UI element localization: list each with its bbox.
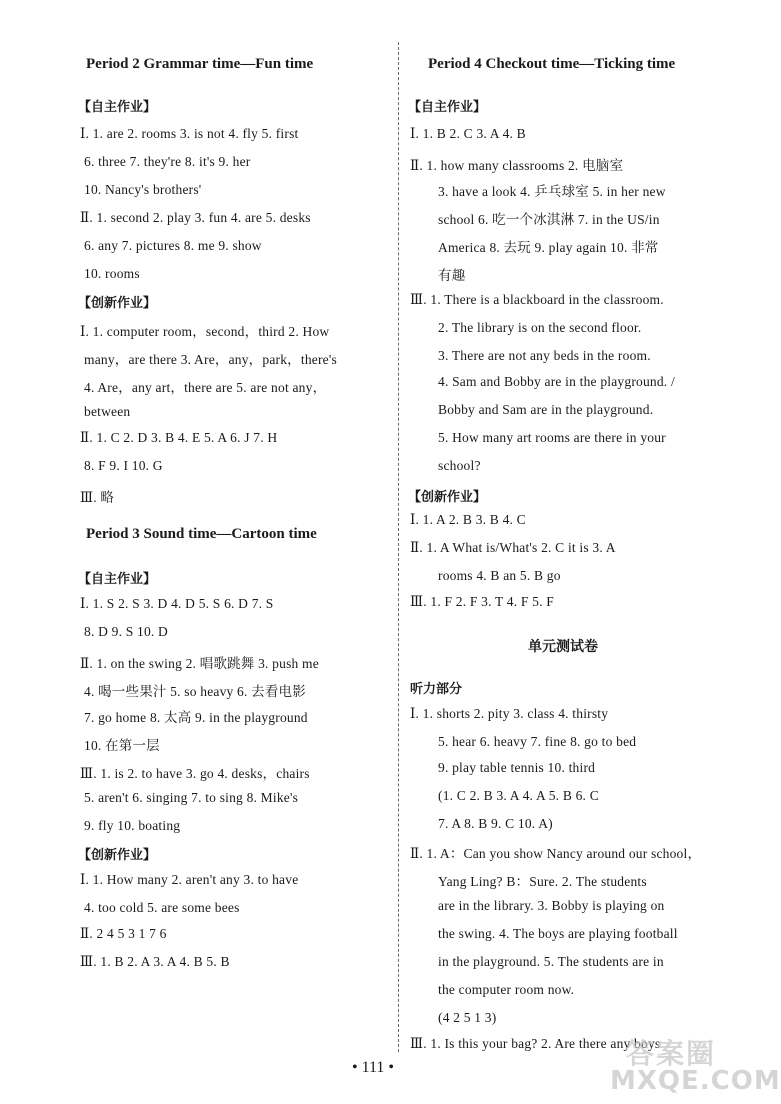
answer-line: Ⅲ. 1. is 2. to have 3. go 4. desks，chairs xyxy=(80,766,310,781)
answer-line: Ⅲ. 1. B 2. A 3. A 4. B 5. B xyxy=(80,954,230,969)
answer-line: school? xyxy=(438,458,481,473)
answer-line: Ⅲ. 略 xyxy=(80,490,115,505)
answer-line: (1. C 2. B 3. A 4. A 5. B 6. C xyxy=(438,788,599,803)
answer-line: Ⅱ. 1. second 2. play 3. fun 4. are 5. desks xyxy=(80,210,311,225)
answer-line: between xyxy=(84,404,131,419)
answer-line: 10. Nancy's brothers' xyxy=(84,182,202,197)
answer-line: Ⅰ. 1. How many 2. aren't any 3. to have xyxy=(80,872,299,887)
answer-line: 3. have a look 4. 乒乓球室 5. in her new xyxy=(438,184,666,199)
answer-line: 4. 喝一些果汁 5. so heavy 6. 去看电影 xyxy=(84,684,306,699)
period2-zizhu-heading: 【自主作业】 xyxy=(78,100,157,115)
answer-line: Ⅱ. 2 4 5 3 1 7 6 xyxy=(80,926,167,941)
period3-zizhu-heading: 【自主作业】 xyxy=(78,572,157,587)
answer-line: 8. D 9. S 10. D xyxy=(84,624,169,639)
answer-line: 2. The library is on the second floor. xyxy=(438,320,642,335)
answer-line: Ⅲ. 1. There is a blackboard in the classroom. xyxy=(410,292,664,307)
answer-line: 9. play table tennis 10. third xyxy=(438,760,596,775)
answer-line: many，are there 3. Are，any，park，there's xyxy=(84,352,337,367)
period4-zizhu-heading: 【自主作业】 xyxy=(408,100,487,115)
answer-line: Ⅰ. 1. shorts 2. pity 3. class 4. thirsty xyxy=(410,706,609,721)
answer-line: Ⅲ. 1. Is this your bag? 2. Are there any boys xyxy=(410,1036,661,1051)
answer-line: 5. How many art rooms are there in your xyxy=(438,430,666,445)
answer-line: in the playground. 5. The students are in xyxy=(438,954,664,969)
answer-line: 7. go home 8. 太高 9. in the playground xyxy=(84,710,308,725)
answer-line: Ⅰ. 1. A 2. B 3. B 4. C xyxy=(410,512,526,527)
answer-line: 5. aren't 6. singing 7. to sing 8. Mike's xyxy=(84,790,299,805)
answer-line: 9. fly 10. boating xyxy=(84,818,181,833)
period3-title: Period 3 Sound time—Cartoon time xyxy=(86,526,317,542)
answer-line: Ⅰ. 1. S 2. S 3. D 4. D 5. S 6. D 7. S xyxy=(80,596,274,611)
watermark-bottom-text: MXQE.COM xyxy=(610,1066,781,1096)
answer-line: 6. any 7. pictures 8. me 9. show xyxy=(84,238,262,253)
answer-line: Ⅰ. 1. B 2. C 3. A 4. B xyxy=(410,126,526,141)
answer-line: 7. A 8. B 9. C 10. A) xyxy=(438,816,553,831)
listening-heading: 听力部分 xyxy=(410,682,463,697)
period4-title: Period 4 Checkout time—Ticking time xyxy=(428,56,676,72)
page-number: • 111 • xyxy=(352,1059,395,1076)
watermark-logo xyxy=(602,1028,781,1098)
answer-line: the swing. 4. The boys are playing football xyxy=(438,926,678,941)
unit-test-title: 单元测试卷 xyxy=(528,639,598,655)
answer-line: 10. 在第一层 xyxy=(84,738,160,753)
answer-line: 6. three 7. they're 8. it's 9. her xyxy=(84,154,251,169)
period2-title: Period 2 Grammar time—Fun time xyxy=(86,56,314,72)
answer-line: Bobby and Sam are in the playground. xyxy=(438,402,654,417)
answer-line: 3. There are not any beds in the room. xyxy=(438,348,651,363)
answer-line: 8. F 9. I 10. G xyxy=(84,458,163,473)
period3-chuangxin-heading: 【创新作业】 xyxy=(78,848,157,863)
answer-line: Ⅰ. 1. computer room，second，third 2. How xyxy=(80,324,330,339)
watermark-top-text: 答案圈 xyxy=(626,1037,717,1070)
answer-line: Ⅱ. 1. A What is/What's 2. C it is 3. A xyxy=(410,540,616,555)
answer-line: school 6. 吃一个冰淇淋 7. in the US/in xyxy=(438,212,660,227)
answer-line: (4 2 5 1 3) xyxy=(438,1010,497,1025)
answer-line: Ⅲ. 1. F 2. F 3. T 4. F 5. F xyxy=(410,594,554,609)
answer-line: Ⅰ. 1. are 2. rooms 3. is not 4. fly 5. first xyxy=(80,126,299,141)
period4-chuangxin-heading: 【创新作业】 xyxy=(408,490,487,505)
answer-line: Ⅱ. 1. how many classrooms 2. 电脑室 xyxy=(410,158,624,173)
answer-line: Yang Ling? B：Sure. 2. The students xyxy=(438,874,647,889)
answer-line: 5. hear 6. heavy 7. fine 8. go to bed xyxy=(438,734,637,749)
answer-line: Ⅱ. 1. A：Can you show Nancy around our school， xyxy=(410,846,702,861)
answer-line: 10. rooms xyxy=(84,266,140,281)
answer-line: 有趣 xyxy=(438,268,466,283)
answer-line: Ⅱ. 1. C 2. D 3. B 4. E 5. A 6. J 7. H xyxy=(80,430,278,445)
column-divider xyxy=(398,42,399,1052)
answer-line: 4. Are，any art，there are 5. are not any， xyxy=(84,380,327,395)
answer-line: America 8. 去玩 9. play again 10. 非常 xyxy=(438,240,659,255)
answer-line: Ⅱ. 1. on the swing 2. 唱歌跳舞 3. push me xyxy=(80,656,319,671)
period2-chuangxin-heading: 【创新作业】 xyxy=(78,296,157,311)
answer-line: rooms 4. B an 5. B go xyxy=(438,568,561,583)
answer-line: 4. too cold 5. are some bees xyxy=(84,900,240,915)
answer-line: are in the library. 3. Bobby is playing on xyxy=(438,898,665,913)
answer-line: 4. Sam and Bobby are in the playground. / xyxy=(438,374,675,389)
answer-line: the computer room now. xyxy=(438,982,575,997)
